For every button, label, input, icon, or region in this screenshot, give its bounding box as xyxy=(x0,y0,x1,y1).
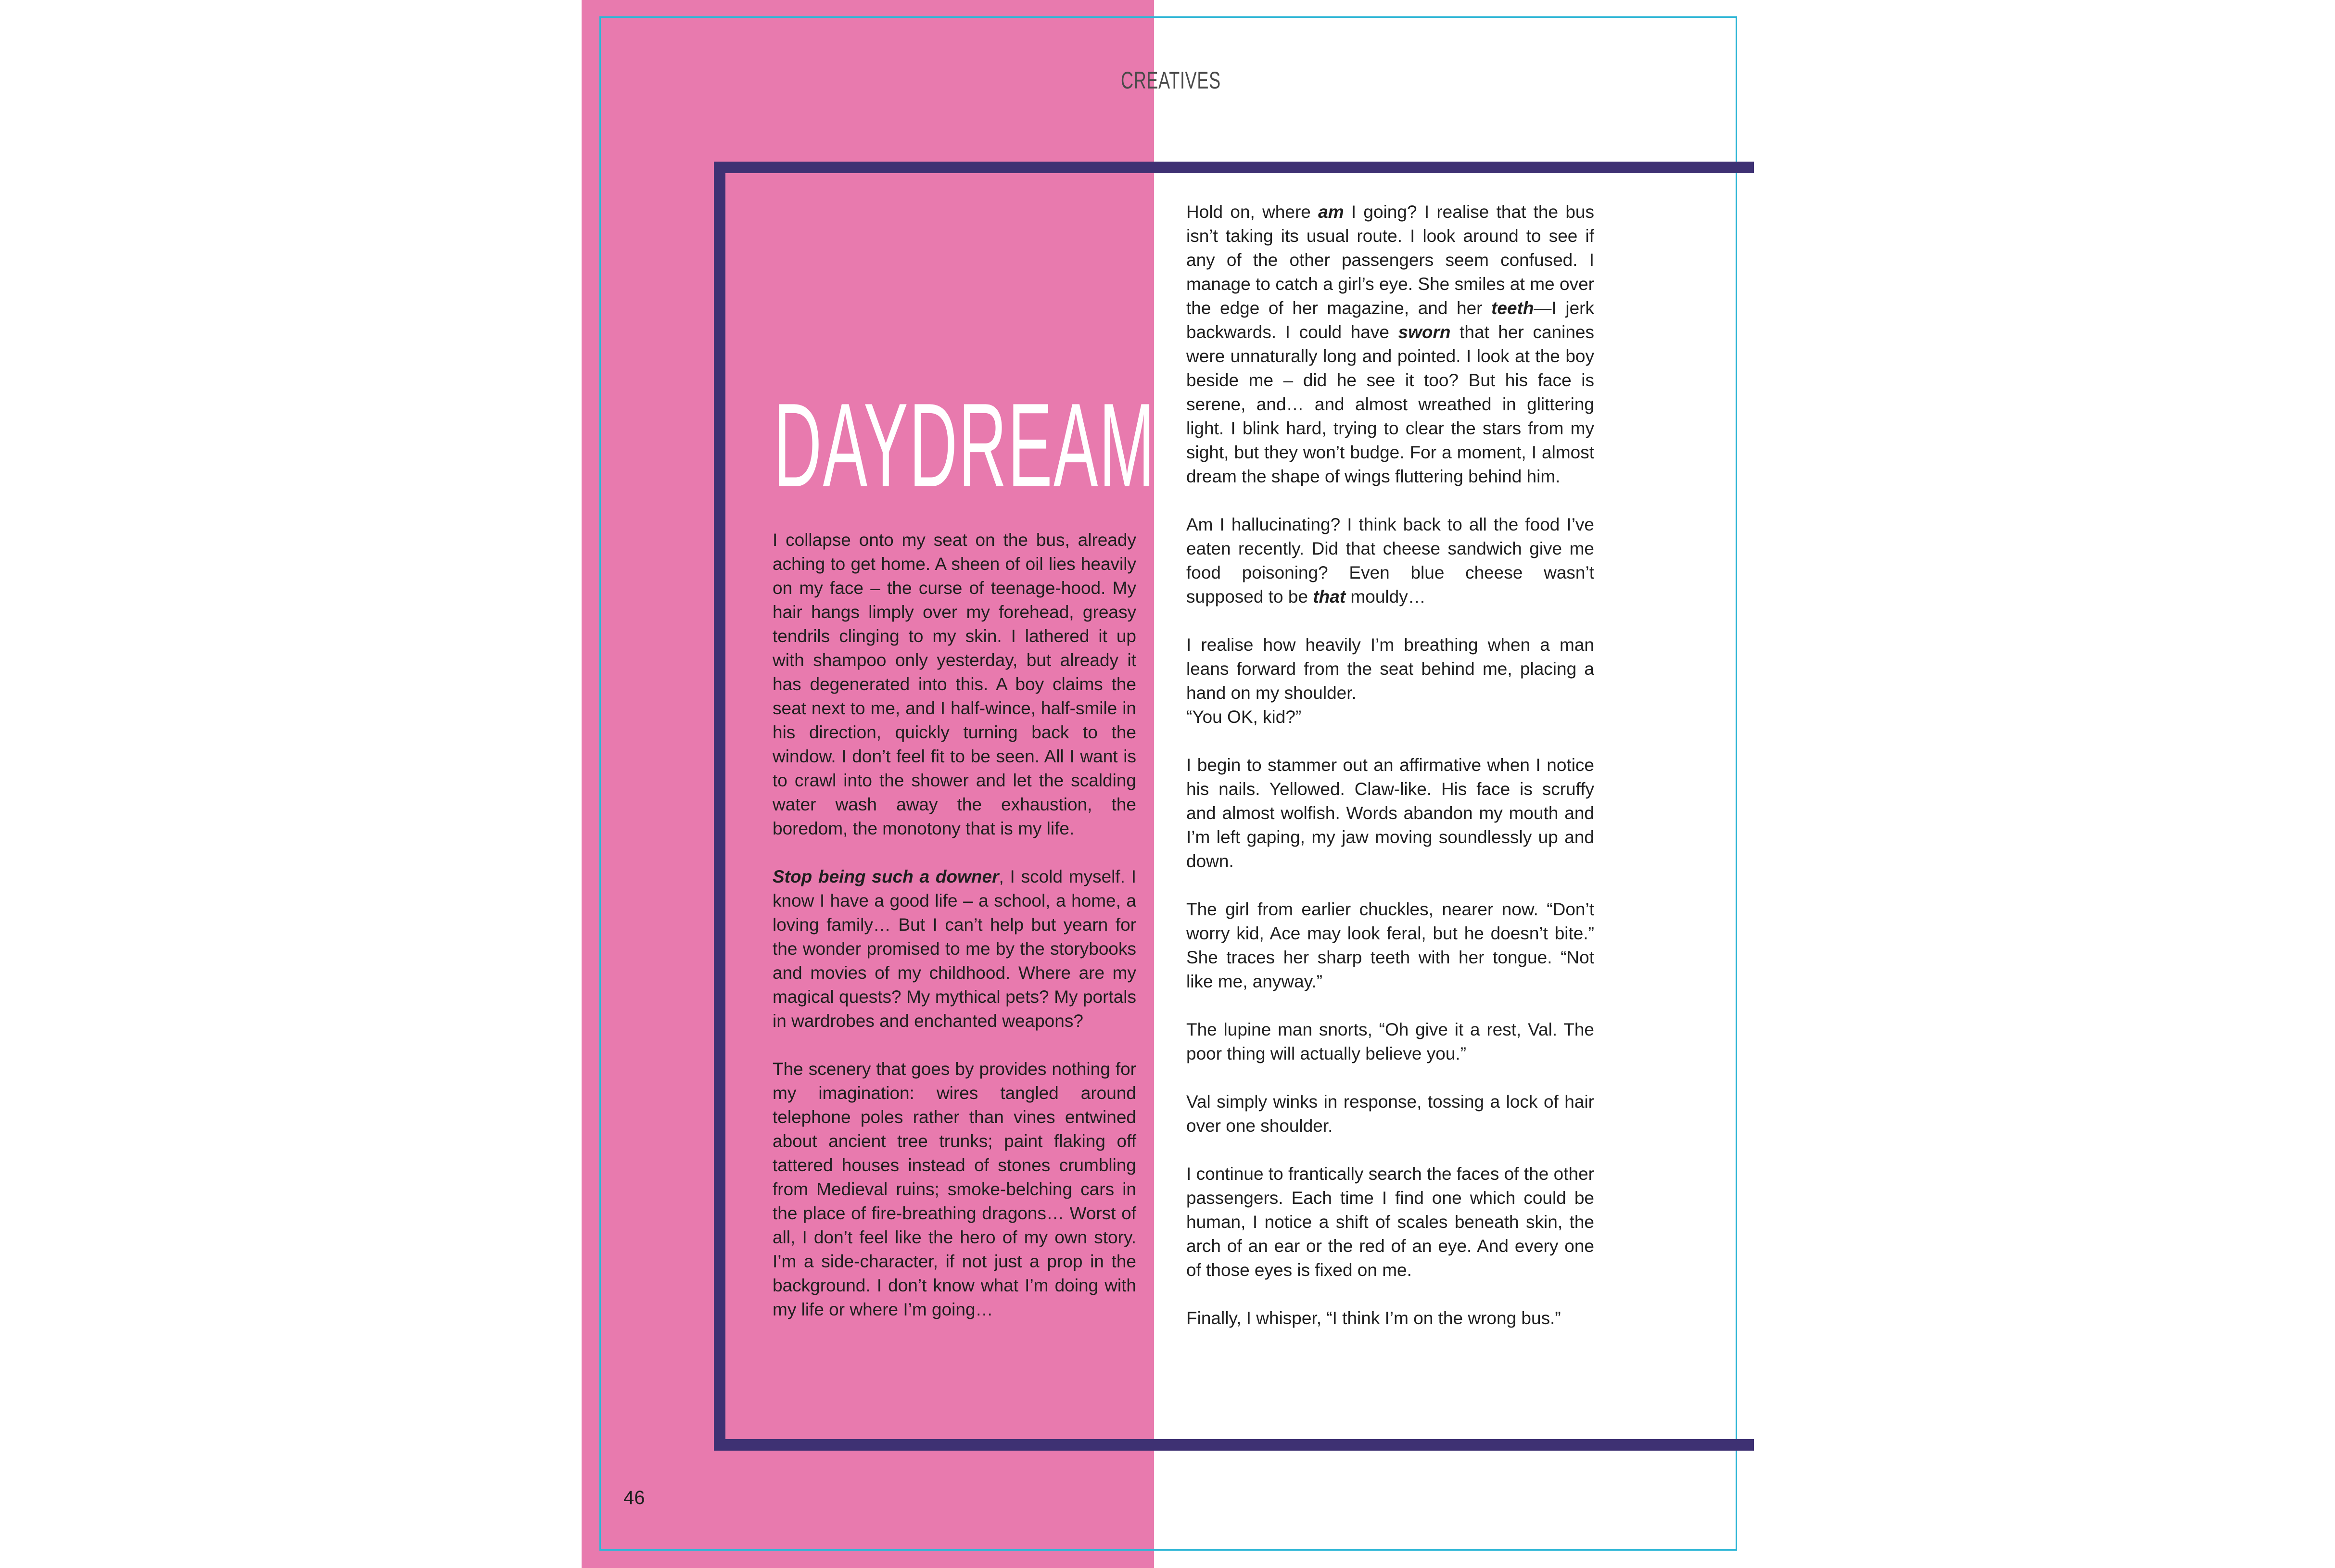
emphasis-text: sworn xyxy=(1398,322,1451,342)
paragraph-text: —I jerk backwards. I could have xyxy=(1186,298,1594,342)
story-title: DAYDREAM xyxy=(774,378,1156,512)
story-paragraph: The girl from earlier chuckles, nearer now. “Don’t worry kid, Ace may look feral, but he doesn’t bite.” She traces her sharp teeth with her tongue. “Not like me, anyway.” xyxy=(1186,899,1594,991)
bracket-bottom-bar xyxy=(714,1439,1754,1451)
story-paragraph: I collapse onto my seat on the bus, already aching to get home. A sheen of oil lies heavily on my face – the curse of teenage-hood. My hair hangs limply over my forehead, greasy tendrils clinging to my skin. I lathered it up with shampoo only yesterday, but already it has degenerated into this. A boy claims the seat next to me, and I half-wince, half-smile in his direction, quickly turning back to the window. I don’t feel fit to be seen. All I want is to crawl into the shower and let the scalding water wash away the exhaustion, the boredom, the monotony that is my life. xyxy=(773,530,1136,838)
paragraph-text: mouldy… xyxy=(1345,587,1426,607)
dialogue-text: “You OK, kid?” xyxy=(1186,707,1302,727)
story-paragraph: Finally, I whisper, “I think I’m on the wrong bus.” xyxy=(1186,1308,1561,1328)
story-left-column xyxy=(773,528,1136,1322)
story-paragraph: Val simply winks in response, tossing a lock of hair over one shoulder. xyxy=(1186,1092,1594,1136)
paragraph-text: Hold on, where xyxy=(1186,202,1319,222)
story-paragraph xyxy=(1186,633,1594,729)
emphasis-text: teeth xyxy=(1491,298,1534,318)
story-paragraph xyxy=(1186,513,1594,609)
story-paragraph: The scenery that goes by provides nothing for my imagination: wires tangled around telephone poles rather than vines entwined about ancient tree trunks; paint flaking off tattered houses instead of stones crumbling from Medieval ruins; smoke-belching cars in the place of fire-breathing dragons… Worst of all, I don’t feel like the hero of my own story. I’m a side-character, if not just a prop in the background. I don’t know what I’m doing with my life or where I’m going… xyxy=(773,1059,1136,1319)
story-paragraph: The lupine man snorts, “Oh give it a rest, Val. The poor thing will actually believe you.” xyxy=(1186,1020,1594,1063)
story-paragraph: I continue to frantically search the faces of the other passengers. Each time I find one which could be human, I notice a shift of scales beneath skin, the arch of an ear or the red of an eye. And every one of those eyes is fixed on me. xyxy=(1186,1164,1594,1280)
story-right-column xyxy=(1186,200,1594,1330)
section-label: CREATIVES xyxy=(1121,67,1221,94)
page-number: 46 xyxy=(623,1487,645,1508)
story-paragraph xyxy=(1186,200,1594,489)
bracket-left-bar xyxy=(714,162,725,1451)
paragraph-text: I realise how heavily I’m breathing when a man leans forward from the seat behind me, placing a hand on my shoulder. xyxy=(1186,635,1594,703)
emphasis-text: Stop being such a downer xyxy=(773,867,999,886)
story-paragraph: I begin to stammer out an affirmative when I notice his nails. Yellowed. Claw-like. His face is scruffy and almost wolfish. Words abandon my mouth and I’m left gaping, my jaw moving soundlessly up and down. xyxy=(1186,755,1594,871)
emphasis-text: am xyxy=(1318,202,1344,222)
paragraph-text: I going? I realise that the bus isn’t taking its usual route. I look around to see if any of the other passengers seem confused. I manage to catch a girl’s eye. She smiles at me over the edge of her magazine, and her xyxy=(1186,202,1594,318)
paragraph-text: Am I hallucinating? I think back to all the food I’ve eaten recently. Did that cheese sandwich give me food poisoning? Even blue cheese wasn’t supposed to be xyxy=(1186,515,1594,607)
emphasis-text: that xyxy=(1313,587,1346,607)
paragraph-text: , I scold myself. I know I have a good life – a school, a home, a loving family… But I can’t help but yearn for the wonder promised to me by the storybooks and movies of my childhood. Where are my magical quests? My mythical pets? My portals in wardrobes and enchanted weapons? xyxy=(773,867,1136,1031)
story-paragraph xyxy=(773,865,1136,1033)
bracket-top-bar xyxy=(714,162,1754,173)
paragraph-text: that her canines were unnaturally long and pointed. I look at the boy beside me – did he see it too? But his face is serene, and… and almost wreathed in glittering light. I blink hard, trying to clear the stars from my sight, but they won’t budge. For a moment, I almost dream the shape of wings fluttering behind him. xyxy=(1186,322,1595,486)
